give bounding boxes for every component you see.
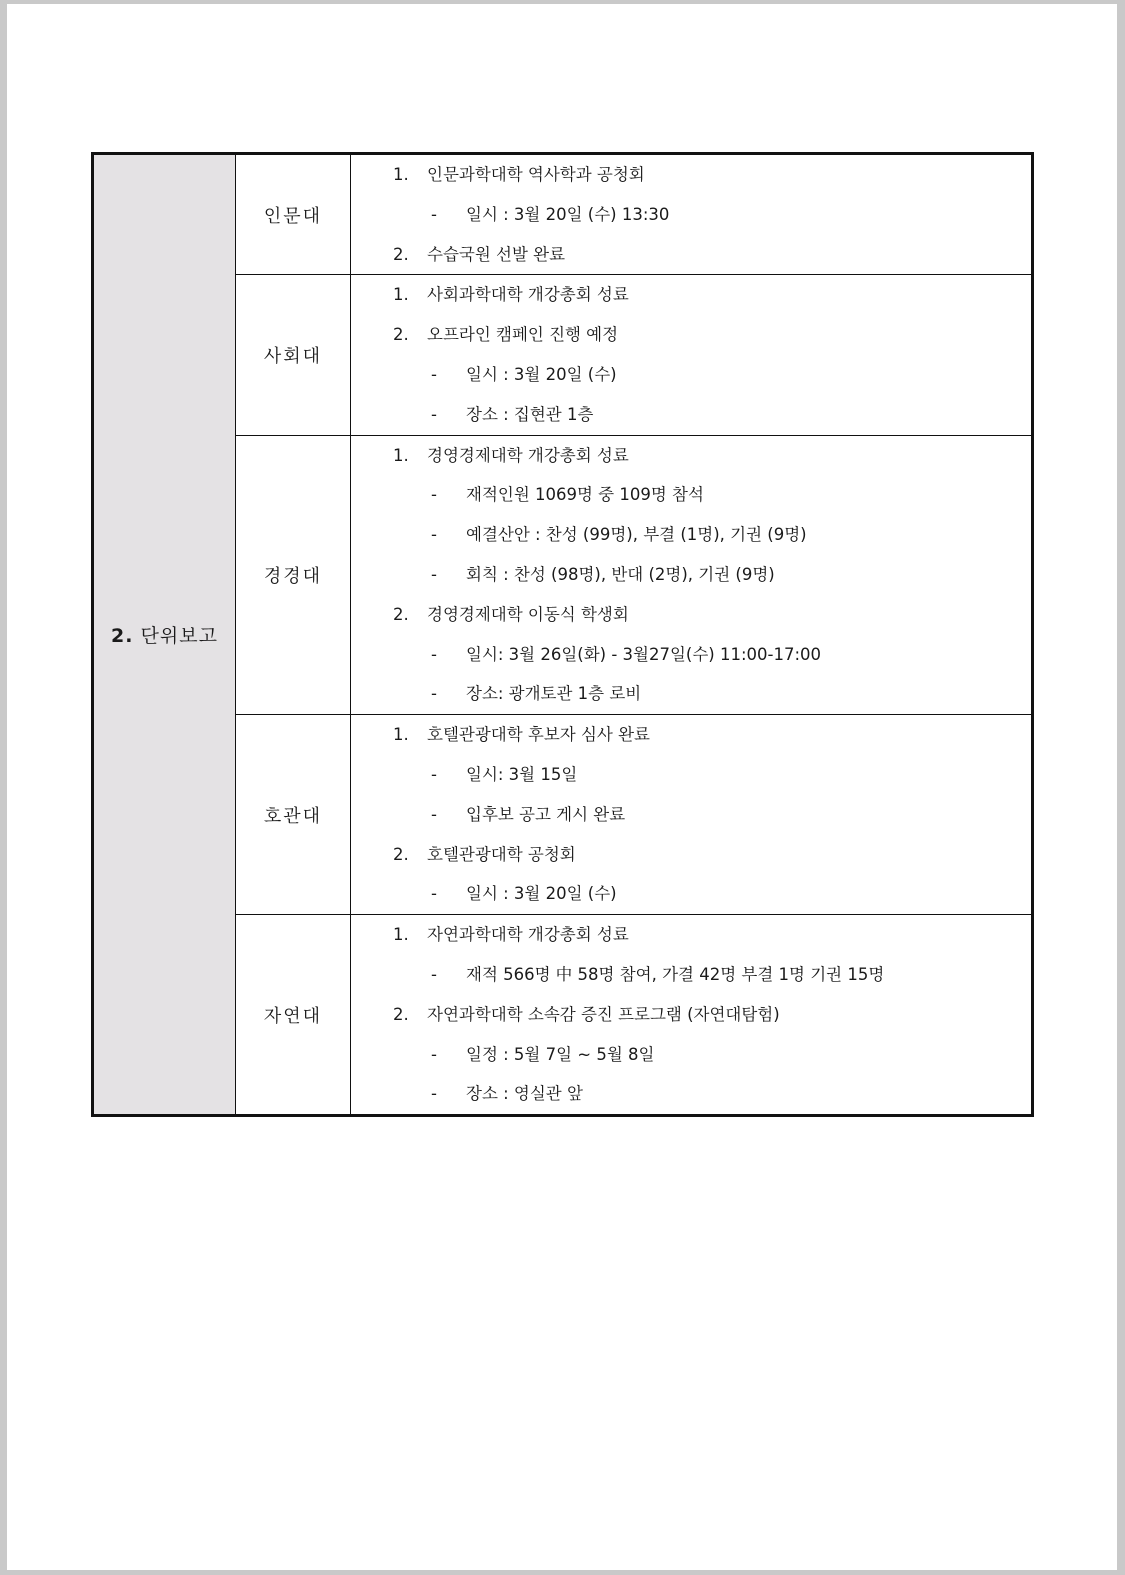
item-text: 호텔관광대학 후보자 심사 완료 bbox=[427, 725, 650, 745]
sub-item bbox=[351, 874, 1031, 914]
item-number: 1. bbox=[393, 725, 409, 745]
numbered-item bbox=[351, 835, 1031, 875]
section-title: 단위보고 bbox=[140, 625, 218, 648]
item-text: 인문과학대학 역사학과 공청회 bbox=[427, 165, 645, 184]
college-name: 인문대 bbox=[236, 154, 351, 275]
college-row bbox=[93, 154, 1033, 275]
bullet-dash: - bbox=[431, 364, 437, 384]
sub-item bbox=[351, 955, 1031, 995]
college-report-items bbox=[351, 154, 1033, 275]
item-text: 수습국원 선발 완료 bbox=[427, 244, 566, 264]
item-number: 2. bbox=[393, 244, 409, 264]
item-text: 예결산안 : 찬성 (99명), 부결 (1명), 기권 (9명) bbox=[466, 525, 807, 545]
document-page bbox=[7, 4, 1117, 1570]
item-text: 재적인원 1069명 중 109명 참석 bbox=[466, 485, 704, 505]
bullet-dash: - bbox=[431, 684, 437, 704]
bullet-dash: - bbox=[431, 564, 437, 584]
numbered-item bbox=[351, 436, 1031, 476]
sub-item bbox=[351, 1074, 1031, 1114]
sub-item bbox=[351, 475, 1031, 515]
numbered-item bbox=[351, 155, 1031, 195]
numbered-item bbox=[351, 235, 1031, 275]
college-name: 사회대 bbox=[236, 275, 351, 435]
sub-item bbox=[351, 755, 1031, 795]
unit-report-body bbox=[93, 154, 1033, 1116]
bullet-dash: - bbox=[431, 964, 437, 984]
sub-item bbox=[351, 1035, 1031, 1075]
sub-item bbox=[351, 674, 1031, 714]
college-name: 경경대 bbox=[236, 435, 351, 715]
bullet-dash: - bbox=[431, 1044, 437, 1064]
bullet-dash: - bbox=[431, 204, 437, 224]
item-text: 회칙 : 찬성 (98명), 반대 (2명), 기권 (9명) bbox=[466, 564, 775, 584]
item-text: 경영경제대학 개강총회 성료 bbox=[427, 445, 629, 465]
item-number: 1. bbox=[393, 445, 409, 465]
item-number: 2. bbox=[393, 844, 409, 864]
bullet-dash: - bbox=[431, 404, 437, 424]
item-text: 일시 : 3월 20일 (수) bbox=[466, 884, 617, 904]
unit-report-table bbox=[91, 152, 1034, 1117]
bullet-dash: - bbox=[431, 644, 437, 664]
section-heading-cell bbox=[93, 154, 236, 1116]
bullet-dash: - bbox=[431, 525, 437, 545]
item-text: 사회과학대학 개강총회 성료 bbox=[427, 285, 629, 305]
college-report-items bbox=[351, 915, 1033, 1116]
college-report-items bbox=[351, 275, 1033, 435]
bullet-dash: - bbox=[431, 764, 437, 784]
sub-item bbox=[351, 795, 1031, 835]
item-number: 1. bbox=[393, 165, 409, 184]
item-text: 오프라인 캠페인 진행 예정 bbox=[427, 325, 619, 345]
college-report-items bbox=[351, 715, 1033, 915]
item-text: 재적 566명 中 58명 참여, 가결 42명 부결 1명 기권 15명 bbox=[466, 964, 885, 984]
sub-item bbox=[351, 395, 1031, 435]
bullet-dash: - bbox=[431, 1084, 437, 1104]
sub-item bbox=[351, 635, 1031, 675]
item-text: 경영경제대학 이동식 학생회 bbox=[427, 604, 629, 624]
item-text: 장소: 광개토관 1층 로비 bbox=[466, 684, 642, 704]
bullet-dash: - bbox=[431, 884, 437, 904]
numbered-item bbox=[351, 275, 1031, 315]
item-text: 입후보 공고 게시 완료 bbox=[466, 804, 626, 824]
sub-item bbox=[351, 355, 1031, 395]
item-number: 1. bbox=[393, 925, 409, 945]
item-text: 일정 : 5월 7일 ~ 5월 8일 bbox=[466, 1044, 655, 1064]
item-text: 자연과학대학 소속감 증진 프로그램 (자연대탐험) bbox=[427, 1004, 780, 1024]
bullet-dash: - bbox=[431, 485, 437, 505]
item-text: 자연과학대학 개강총회 성료 bbox=[427, 925, 629, 945]
bullet-dash: - bbox=[431, 804, 437, 824]
item-number: 1. bbox=[393, 285, 409, 305]
section-number: 2. bbox=[111, 625, 134, 648]
item-number: 2. bbox=[393, 325, 409, 345]
item-text: 장소 : 집현관 1층 bbox=[466, 404, 594, 424]
item-text: 호텔관광대학 공청회 bbox=[427, 844, 576, 864]
item-text: 일시: 3월 26일(화) - 3월27일(수) 11:00-17:00 bbox=[466, 644, 822, 664]
sub-item bbox=[351, 555, 1031, 595]
item-text: 일시: 3월 15일 bbox=[466, 764, 578, 784]
sub-item bbox=[351, 515, 1031, 555]
numbered-item bbox=[351, 995, 1031, 1035]
numbered-item bbox=[351, 715, 1031, 755]
college-report-items bbox=[351, 435, 1033, 715]
item-number: 2. bbox=[393, 1004, 409, 1024]
item-number: 2. bbox=[393, 604, 409, 624]
college-name: 자연대 bbox=[236, 915, 351, 1116]
sub-item bbox=[351, 195, 1031, 235]
numbered-item bbox=[351, 595, 1031, 635]
numbered-item bbox=[351, 915, 1031, 955]
numbered-item bbox=[351, 315, 1031, 355]
item-text: 일시 : 3월 20일 (수) 13:30 bbox=[466, 204, 670, 224]
item-text: 장소 : 영실관 앞 bbox=[466, 1084, 583, 1104]
college-name: 호관대 bbox=[236, 715, 351, 915]
item-text: 일시 : 3월 20일 (수) bbox=[466, 364, 617, 384]
